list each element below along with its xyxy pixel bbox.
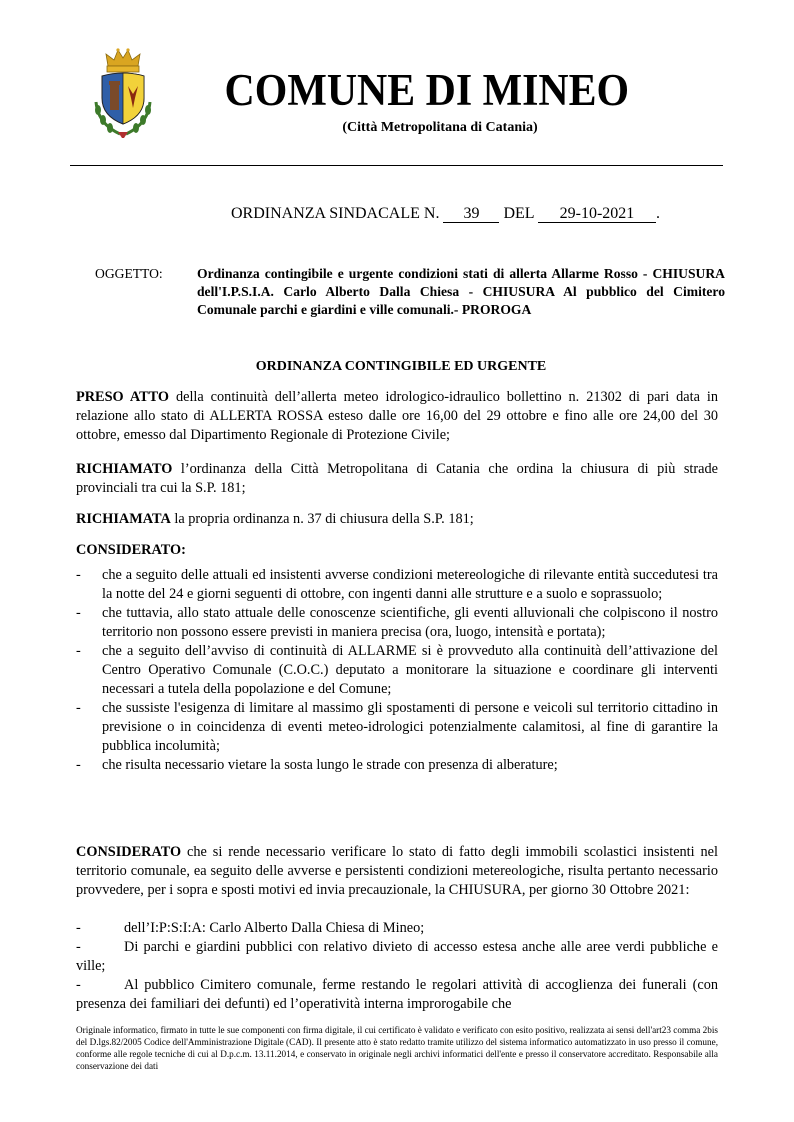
ordinance-del-label: DEL xyxy=(503,205,534,222)
municipal-coat-of-arms-icon xyxy=(88,44,158,140)
subject-text: Ordinanza contingibile e urgente condizioni stati di allerta Allarme Rosso - CHIUSURA dell'I.P.S.I.A. Carlo Alberto Dalla Chiesa - CHIUSURA Al pubblico del Cimitero Comunale parchi e giardini e ville comunali.- PROROGA xyxy=(197,266,725,317)
paragraph-lead: RICHIAMATA xyxy=(76,511,171,527)
considerato-heading xyxy=(76,541,718,560)
list-item-text: che a seguito delle attuali ed insistenti avverse condizioni metereologiche di rilevante entità succedutesi tra la notte del 24 e giorni seguenti di ottobre, con ingenti danni alle strutture e a suolo e soprassuolo; xyxy=(102,567,718,602)
ordinance-suffix: . xyxy=(655,205,660,222)
considerato-list xyxy=(76,566,718,775)
list-item-text: che sussiste l'esigenza di limitare al massimo gli spostamenti di persone e veicoli sul territorio cittadino in previsione o in coincidenza di eventi meteo-idrologici potenzialmente calamitosi, al fine di garantire la pubblica incolumità; xyxy=(102,700,718,754)
bullet-dash: - xyxy=(76,757,81,773)
ordinance-prefix: ORDINANZA SINDACALE N. xyxy=(231,205,440,222)
bullet-dash: - xyxy=(76,605,81,621)
municipality-title: COMUNE DI MINEO xyxy=(224,65,630,115)
list-item xyxy=(76,566,718,604)
list-item-text: Al pubblico Cimitero comunale, ferme restando le regolari attività di accoglienza dei funerali (con presenza dei familiari dei defunti) ed l’operatività interna improrogabile che xyxy=(76,977,718,1012)
paragraph-lead: PRESO ATTO xyxy=(76,389,170,405)
list-item-text: dell’I:P:S:I:A: Carlo Alberto Dalla Chiesa di Mineo; xyxy=(124,920,425,936)
bullet-dash: - xyxy=(76,700,81,716)
subject-block xyxy=(95,265,725,319)
bullet-dash: - xyxy=(76,939,81,955)
list-item xyxy=(76,699,718,756)
paragraph-text: l’ordinanza della Città Metropolitana di Catania che ordina la chiusura di più strade provinciali tra cui la S.P. 181; xyxy=(76,461,718,496)
ordinance-heading: ORDINANZA CONTINGIBILE ED URGENTE xyxy=(255,359,547,374)
paragraph-lead: CONSIDERATO xyxy=(76,844,182,860)
bullet-dash: - xyxy=(76,920,81,936)
paragraph-text: la propria ordinanza n. 37 di chiusura della S.P. 181; xyxy=(170,511,474,527)
list-item-text: che risulta necessario vietare la sosta lungo le strade con presenza di alberature; xyxy=(102,757,558,773)
header-divider xyxy=(70,165,723,166)
paragraph-richiamato xyxy=(76,460,718,498)
bullet-dash: - xyxy=(76,567,81,583)
list-item xyxy=(76,642,718,699)
closure-list xyxy=(76,919,718,1014)
list-item-text: che tuttavia, allo stato attuale delle conoscenze scientifiche, gli eventi alluvionali che colpiscono il nostro territorio non possono essere previsti in maniera precisa (ora, luogo, intensità e portata); xyxy=(102,605,718,640)
list-item xyxy=(76,938,718,976)
ordinance-line xyxy=(231,205,660,223)
paragraph-considerato-2 xyxy=(76,843,718,900)
bullet-dash: - xyxy=(76,643,81,659)
municipality-subtitle: (Città Metropolitana di Catania) xyxy=(342,120,538,135)
digital-signature-footer: Originale informatico, firmato in tutte le sue componenti con firma digitale, il cui certificato è validato e verificato con esito positivo, realizzata ai sensi dell'art23 comma 2bis del D.lgs.82/2005 Codice dell'Amministrazione Digitale (CAD). Il presente atto è stato redatto tramite utilizzo del sistema informatico automatizzato in uso presso il comune, conforme alle regole tecniche di cui al D.p.c.m. 13.11.2014, e conservato in originale negli archivi informatici dell'ente e presso il conservatore accreditato. Responsabile alla conservazione dei dati xyxy=(76,1025,718,1071)
paragraph-text: della continuità dell’allerta meteo idrologico-idraulico bollettino n. 21302 di pari data in relazione allo stato di ALLERTA ROSSA esteso dalle ore 16,00 del 29 ottobre e fino alle ore 24,00 del 30 ottobre, emesso dal Dipartimento Regionale di Protezione Civile; xyxy=(76,389,718,443)
ordinance-date: 29-10-2021 xyxy=(538,205,656,223)
list-item xyxy=(76,604,718,642)
paragraph-lead: RICHIAMATO xyxy=(76,461,173,477)
bullet-dash: - xyxy=(76,977,81,993)
subject-label: OGGETTO: xyxy=(95,266,163,281)
paragraph-text: che si rende necessario verificare lo stato di fatto degli immobili scolastici insistenti nel territorio comunale, ea seguito delle avverse e persistenti condizioni metereologiche, risulta pertanto necessario provvedere, per i sopra e sposti motivi ed invia precauzionale, la CHIUSURA, per giorno 30 Ottobre 2021: xyxy=(76,844,718,898)
paragraph-richiamata xyxy=(76,510,718,529)
list-item xyxy=(76,976,718,1014)
list-item-text: Di parchi e giardini pubblici con relativo divieto di accesso estesa anche alle aree verdi pubbliche e ville; xyxy=(76,939,718,974)
list-item xyxy=(76,919,718,938)
list-item xyxy=(76,756,718,775)
paragraph-preso-atto xyxy=(76,388,718,445)
list-item-text: che a seguito dell’avviso di continuità di ALLARME si è provveduto alla continuità dell’attivazione del Centro Operativo Comunale (C.O.C.) deputato a monitorare la situazione e coordinare gli interventi necessari a tutela della popolazione e del Comune; xyxy=(102,643,718,697)
ordinance-number: 39 xyxy=(443,205,499,223)
considerato-heading-text: CONSIDERATO: xyxy=(76,542,186,558)
